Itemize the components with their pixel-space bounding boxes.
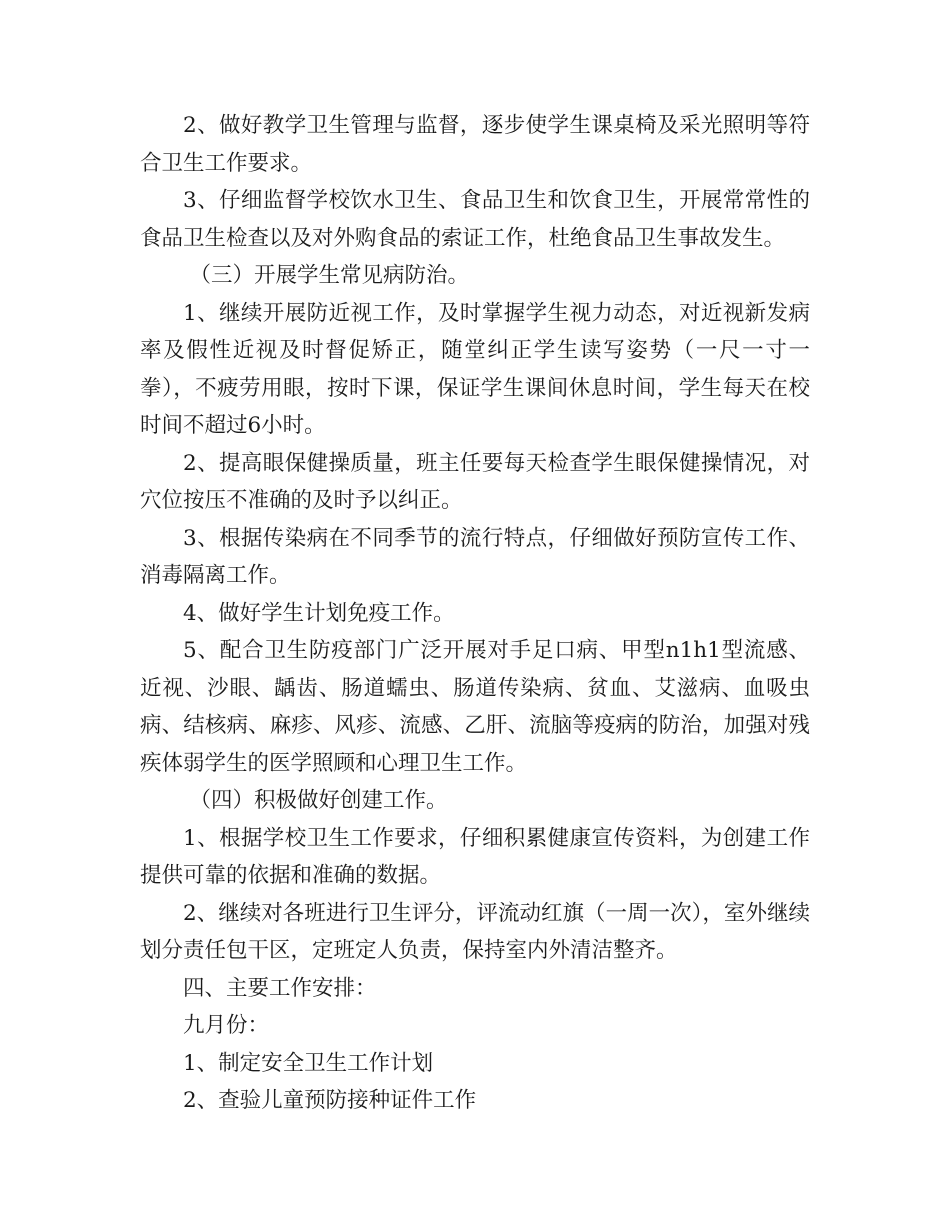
section-heading-creation-work: （四）积极做好创建工作。 [189, 788, 448, 813]
section-heading-disease-prevention: （三）开展学生常见病防治。 [189, 263, 469, 288]
paragraph-item-1-myopia: 1、继续开展防近视工作，及时掌握学生视力动态，对近视新发病率及假性近视及时督促矫正，随堂纠正学生读写姿势（一尺一寸一拳），不疲劳用眼，按时下课，保证学生课间休息时间，学生每天在校时间不超过6小时。 [140, 300, 810, 438]
document-body [140, 107, 810, 1120]
section-heading-work-schedule: 四、主要工作安排： [183, 975, 377, 1001]
paragraph-item-4-immunization: 4、做好学生计划免疫工作。 [183, 600, 455, 626]
schedule-item-1: 1、制定安全卫生工作计划 [183, 1050, 434, 1076]
paragraph-item-5-epidemic-control: 5、配合卫生防疫部门广泛开展对手足口病、甲型n1h1型流感、近视、沙眼、龋齿、肠道蠕虫、肠道传染病、贫血、艾滋病、血吸虫病、结核病、麻疹、风疹、流感、乙肝、流脑等疫病的防治，加强对残疾体弱学生的医学照顾和心理卫生工作。 [140, 638, 810, 776]
paragraph-item-2-class-evaluation: 2、继续对各班进行卫生评分，评流动红旗（一周一次），室外继续划分责任包干区，定班定人负责，保持室内外清洁整齐。 [140, 900, 810, 963]
paragraph-item-3-infectious-disease: 3、根据传染病在不同季节的流行特点，仔细做好预防宣传工作、消毒隔离工作。 [140, 525, 810, 588]
paragraph-item-2-teaching-hygiene: 2、做好教学卫生管理与监督，逐步使学生课桌椅及采光照明等符合卫生工作要求。 [140, 113, 810, 176]
paragraph-item-1-health-materials: 1、根据学校卫生工作要求，仔细积累健康宣传资料，为创建工作提供可靠的依据和准确的数据。 [140, 825, 810, 888]
month-heading-september: 九月份： [183, 1013, 270, 1038]
schedule-item-2: 2、查验儿童预防接种证件工作 [183, 1088, 477, 1113]
paragraph-item-3-food-hygiene: 3、仔细监督学校饮水卫生、食品卫生和饮食卫生，开展常常性的食品卫生检查以及对外购食品的索证工作，杜绝食品卫生事故发生。 [140, 188, 810, 251]
paragraph-item-2-eye-exercises: 2、提高眼保健操质量，班主任要每天检查学生眼保健操情况，对穴位按压不准确的及时予以纠正。 [140, 450, 810, 513]
